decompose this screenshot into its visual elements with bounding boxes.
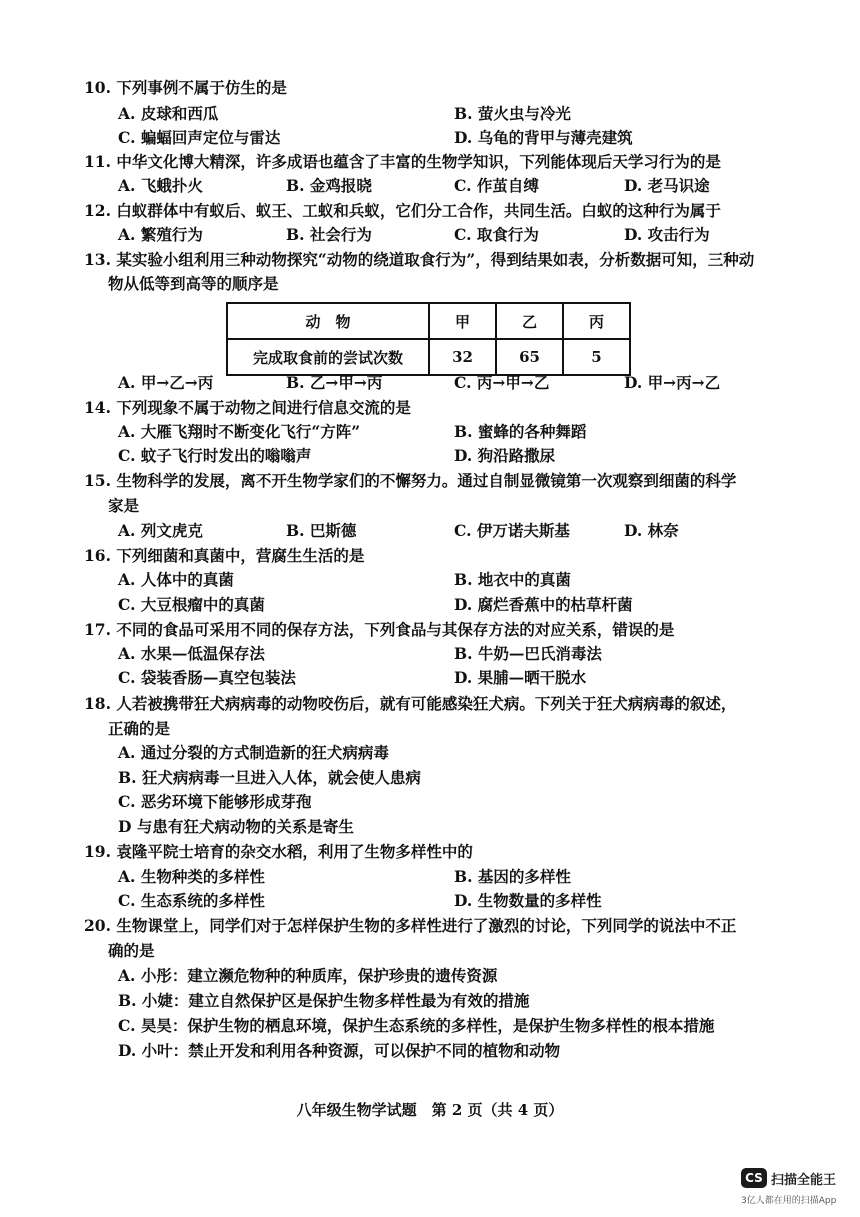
question-11-option-a: A. 飞蛾扑火 [118, 176, 203, 195]
question-13-table [226, 302, 631, 376]
question-16-option-d: D. 腐烂香蕉中的枯草杆菌 [454, 595, 633, 614]
question-13-option-c: C. 丙→甲→乙 [454, 373, 550, 392]
question-12-option-c: C. 取食行为 [454, 225, 539, 244]
question-18-option-c: C. 恶劣环境下能够形成芽孢 [118, 792, 312, 811]
question-13-stem-line2: 物从低等到高等的顺序是 [108, 274, 279, 293]
question-16-option-c: C. 大豆根瘤中的真菌 [118, 595, 265, 614]
question-16-stem: 16. 下列细菌和真菌中，营腐生生活的是 [84, 546, 365, 565]
question-12-option-d: D. 攻击行为 [624, 225, 710, 244]
question-17-option-a: A. 水果—低温保存法 [118, 644, 265, 663]
question-14-option-c: C. 蚊子飞行时发出的嗡嗡声 [118, 446, 312, 465]
camscanner-logo-icon: CS [741, 1168, 767, 1188]
question-11-stem: 11. 中华文化博大精深，许多成语也蕴含了丰富的生物学知识，下列能体现后天学习行为的是 [84, 152, 721, 171]
question-15-stem-line2: 家是 [108, 496, 140, 515]
question-10-option-c: C. 蝙蝠回声定位与雷达 [118, 128, 281, 147]
question-15-option-b: B. 巴斯德 [286, 521, 357, 540]
table-cell: 完成取食前的尝试次数 [227, 339, 429, 375]
question-19-option-d: D. 生物数量的多样性 [454, 891, 602, 910]
page-footer: 八年级生物学试题 第 2 页（共 4 页） [296, 1101, 564, 1119]
question-13-option-b: B. 乙→甲→丙 [286, 373, 383, 392]
table-header-cell: 乙 [496, 303, 563, 339]
question-11-option-d: D. 老马识途 [624, 176, 710, 195]
question-12-stem: 12. 白蚁群体中有蚁后、蚁王、工蚁和兵蚁，它们分工合作，共同生活。白蚁的这种行为属于 [84, 201, 721, 220]
question-14-stem: 14. 下列现象不属于动物之间进行信息交流的是 [84, 398, 411, 417]
question-17-stem: 17. 不同的食品可采用不同的保存方法，下列食品与其保存方法的对应关系，错误的是 [84, 620, 675, 639]
question-13-stem-line1: 13. 某实验小组利用三种动物探究“动物的绕道取食行为”，得到结果如表，分析数据可知，三种动 [84, 250, 755, 269]
watermark-tagline: 3亿人都在用的扫描App [741, 1196, 837, 1206]
question-20-stem-line2: 确的是 [108, 941, 155, 960]
question-19-option-b: B. 基因的多样性 [454, 867, 571, 886]
question-18-stem-line1: 18. 人若被携带狂犬病病毒的动物咬伤后，就有可能感染狂犬病。下列关于狂犬病病毒的叙述， [84, 694, 737, 713]
question-19-option-c: C. 生态系统的多样性 [118, 891, 265, 910]
question-15-option-a: A. 列文虎克 [118, 521, 203, 540]
question-13-option-d: D. 甲→丙→乙 [624, 373, 721, 392]
question-18-stem-line2: 正确的是 [108, 719, 171, 738]
table-row [227, 339, 630, 375]
question-10-option-d: D. 乌龟的背甲与薄壳建筑 [454, 128, 633, 147]
table-header-cell: 甲 [429, 303, 496, 339]
question-10-stem: 10. 下列事例不属于仿生的是 [84, 78, 287, 97]
question-12-option-a: A. 繁殖行为 [118, 225, 203, 244]
table-header-cell: 丙 [563, 303, 630, 339]
question-18-option-d: D 与患有狂犬病动物的关系是寄生 [118, 817, 354, 836]
question-15-option-d: D. 林奈 [624, 521, 679, 540]
question-18-option-b: B. 狂犬病病毒一旦进入人体，就会使人患病 [118, 768, 421, 787]
question-14-option-d: D. 狗沿路撒尿 [454, 446, 556, 465]
question-15-stem-line1: 15. 生物科学的发展，离不开生物学家们的不懈努力。通过自制显微镜第一次观察到细菌的科学 [84, 471, 737, 490]
scanner-watermark [741, 1168, 836, 1188]
table-cell: 5 [563, 339, 630, 375]
question-13-option-a: A. 甲→乙→丙 [118, 373, 214, 392]
question-20-option-b: B. 小婕：建立自然保护区是保护生物多样性最为有效的措施 [118, 991, 530, 1010]
table-cell: 32 [429, 339, 496, 375]
table-header-cell: 动 物 [227, 303, 429, 339]
question-17-option-d: D. 果脯—晒干脱水 [454, 668, 587, 687]
table-header-row [227, 303, 630, 339]
question-12-option-b: B. 社会行为 [286, 225, 372, 244]
question-20-option-c: C. 昊昊：保护生物的栖息环境，保护生态系统的多样性，是保护生物多样性的根本措施 [118, 1016, 715, 1035]
question-18-option-a: A. 通过分裂的方式制造新的狂犬病病毒 [118, 743, 389, 762]
question-20-option-d: D. 小叶：禁止开发和利用各种资源，可以保护不同的植物和动物 [118, 1041, 561, 1060]
question-15-option-c: C. 伊万诺夫斯基 [454, 521, 570, 540]
question-16-option-b: B. 地衣中的真菌 [454, 570, 571, 589]
question-20-stem-line1: 20. 生物课堂上，同学们对于怎样保护生物的多样性进行了激烈的讨论，下列同学的说法中不正 [84, 916, 737, 935]
question-20-option-a: A. 小彤：建立濒危物种的种质库，保护珍贵的遗传资源 [118, 966, 498, 985]
question-14-option-a: A. 大雁飞翔时不断变化飞行“方阵” [118, 422, 361, 441]
question-17-option-c: C. 袋装香肠—真空包装法 [118, 668, 296, 687]
question-10-option-a: A. 皮球和西瓜 [118, 104, 219, 123]
question-17-option-b: B. 牛奶—巴氏消毒法 [454, 644, 602, 663]
question-14-option-b: B. 蜜蜂的各种舞蹈 [454, 422, 587, 441]
question-16-option-a: A. 人体中的真菌 [118, 570, 234, 589]
table-cell: 65 [496, 339, 563, 375]
question-11-option-b: B. 金鸡报晓 [286, 176, 372, 195]
question-19-option-a: A. 生物种类的多样性 [118, 867, 265, 886]
question-10-option-b: B. 萤火虫与冷光 [454, 104, 571, 123]
question-19-stem: 19. 袁隆平院士培育的杂交水稻，利用了生物多样性中的 [84, 842, 473, 861]
watermark-app-name: 扫描全能王 [771, 1172, 837, 1188]
question-11-option-c: C. 作茧自缚 [454, 176, 539, 195]
